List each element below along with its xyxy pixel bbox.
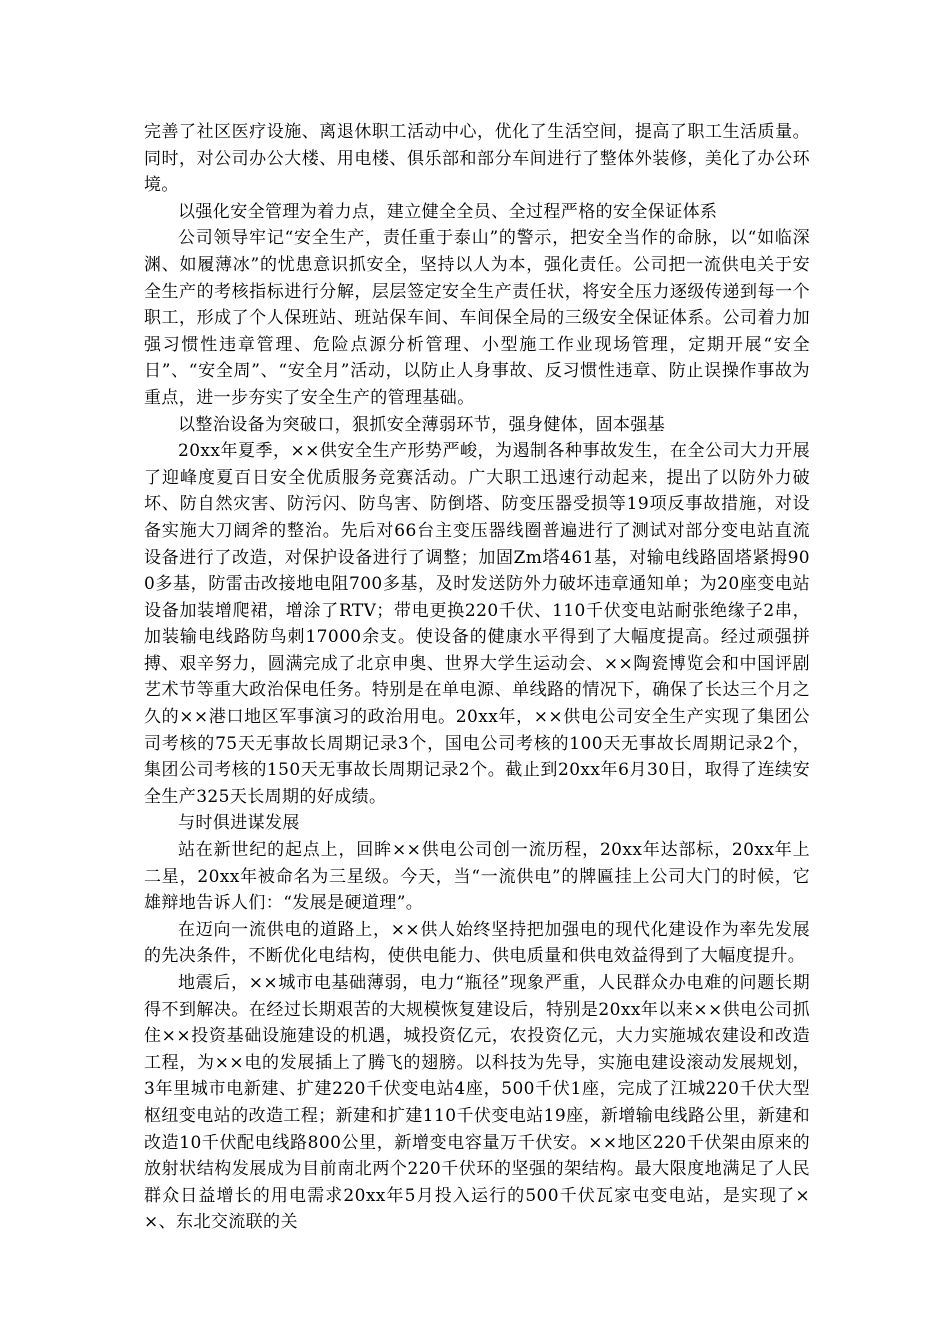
paragraph-community-facilities: 完善了社区医疗设施、离退休职工活动中心，优化了生活空间，提高了职工生活质量。同时，对公司办公大楼、用电楼、俱乐部和部分车间进行了整体外装修，美化了办公环境。	[144, 122, 810, 196]
paragraph-safety-responsibility: 公司领导牢记“安全生产，责任重于泰山”的警示，把安全当作的命脉，以“如临深渊、如履薄冰”的忧患意识抓安全，坚持以人为本，强化责任。公司把一流供电关于安全生产的考核指标进行分解，层层签定安全生产责任状，将安全压力逐级传递到每一个职工，形成了个人保班站、班站保车间、车间保全局的三级安全保证体系。公司着力加强习惯性违章管理、危险点源分析管理、小型施工作业现场管理，定期开展“安全日”、“安全周”、“安全月”活动，以防止人身事故、反习惯性违章、防止误操作事故为重点，进一步夯实了安全生产的管理基础。	[144, 228, 810, 408]
paragraph-first-class-supply: 在迈向一流供电的道路上，××供人始终坚持把加强电的现代化建设作为率先发展的先决条件，不断优化电结构，使供电能力、供电质量和供电效益得到了大幅度提升。	[144, 919, 810, 967]
section-heading-safety-management: 以强化安全管理为着力点，建立健全全员、全过程严格的安全保证体系	[178, 201, 718, 222]
document-body	[144, 119, 810, 1236]
paragraph-summer-safety-campaign: 20xx年夏季，××供安全生产形势严峻，为遏制各种事故发生，在全公司大力开展了迎峰度夏百日安全优质服务竞赛活动。广大职工迅速行动起来，提出了以防外力破坏、防自然灾害、防污闪、防鸟害、防倒塔、防变压器受损等19项反事故措施，对设备实施大刀阔斧的整治。先后对66台主变压器线圈普遍进行了测试对部分变电站直流设备进行了改造，对保护设备进行了调整；加固Zm塔461基，对输电线路固塔紧拇900多基，防雷击改接地电阻700多基，及时发送防外力破坏违章通知单；为20座变电站设备加装增爬裙，增涂了RTV；带电更换220千伏、110千伏变电站耐张绝缘子2串，加装输电线路防鸟刺17000余支。使设备的健康水平得到了大幅度提高。经过顽强拼搏、艰辛努力，圆满完成了北京申奥、世界大学生运动会、××陶瓷博览会和中国评剧艺术节等重大政治保电任务。特别是在单电源、单线路的情况下，确保了长达三个月之久的××港口地区军事演习的政治用电。20xx年，××供电公司安全生产实现了集团公司考核的75天无事故长周期记录3个，国电公司考核的100天无事故长周期记录2个，集团公司考核的150天无事故长周期记录2个。截止到20xx年6月30日，取得了连续安全生产325天长周期的好成绩。	[144, 441, 810, 807]
section-heading-development: 与时俱进谋发展	[178, 813, 300, 834]
paragraph-new-century: 站在新世纪的起点上，回眸××供电公司创一流历程，20xx年达部标，20xx年上二星，20xx年被命名为三星级。今天，当“一流供电”的牌匾挂上公司大门的时候，它雄辩地告诉人们：“发展是硬道理”。	[144, 840, 810, 914]
paragraph-grid-construction: 地震后，××城市电基础薄弱，电力“瓶径”现象严重，人民群众办电难的问题长期得不到解决。在经过长期艰苦的大规模恢复建设后，特别是20xx年以来××供电公司抓住××投资基础设施建设的机遇，城投资亿元，农投资亿元，大力实施城农建设和改造工程，为××电的发展插上了腾飞的翅膀。以科技为先导，实施电建设滚动发展规划，3年里城市电新建、扩建220千伏变电站4座，500千伏1座，完成了江城220千伏大型枢纽变电站的改造工程；新建和扩建110千伏变电站19座，新增输电线路公里，新建和改造10千伏配电线路800公里，新增变电容量万千伏安。××地区220千伏架由原来的放射状结构发展成为目前南北两个220千伏环的坚强的架结构。最大限度地满足了人民群众日益增长的用电需求20xx年5月投入运行的500千伏瓦家屯变电站，是实现了××、东北交流联的关	[144, 973, 810, 1233]
section-heading-equipment-rectification: 以整治设备为突破口，狠抓安全薄弱环节，强身健体，固本强基	[178, 414, 666, 435]
